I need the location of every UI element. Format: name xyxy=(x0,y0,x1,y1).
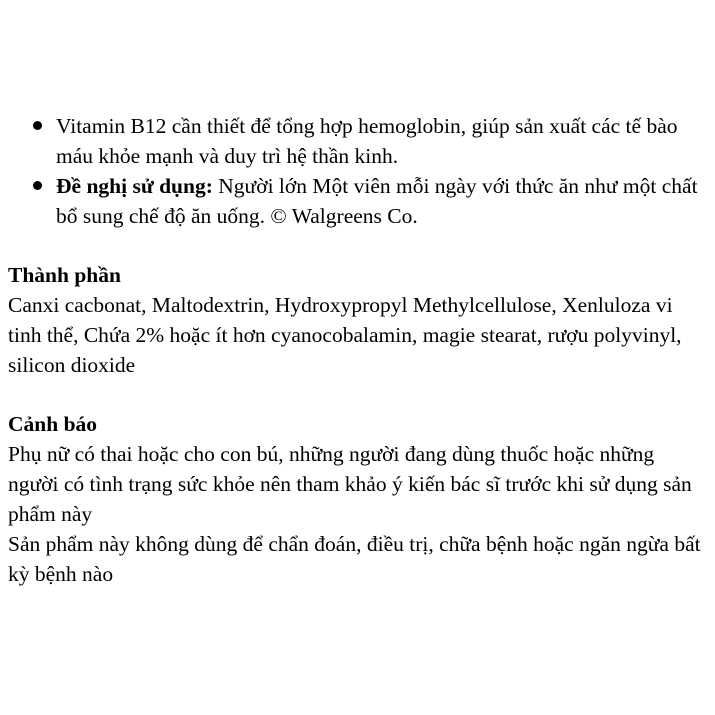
bullet-text: Vitamin B12 cần thiết để tổng hợp hemoglobin, giúp sản xuất các tế bào máu khỏe mạnh và duy trì hệ thần kinh. xyxy=(56,114,678,168)
ingredients-text: Canxi cacbonat, Maltodextrin, Hydroxypropyl Methylcellulose, Xenluloza vi tinh thể, Chứa 2% hoặc ít hơn cyanocobalamin, magie stearat, rượu polyvinyl, silicon dioxide xyxy=(8,293,682,377)
bullet-icon xyxy=(33,181,42,190)
warnings-paragraph-1: Phụ nữ có thai hoặc cho con bú, những người đang dùng thuốc hoặc những người có tình trạng sức khỏe nên tham khảo ý kiến bác sĩ trước khi sử dụng sản phẩm này xyxy=(8,442,692,526)
benefits-list xyxy=(0,111,715,231)
usage-text: Người lớn Một viên mỗi ngày với thức ăn như một chất bổ sung chế độ ăn uống. © Walgreens Co. xyxy=(56,174,698,228)
warnings-heading: Cảnh báo xyxy=(8,412,98,436)
bullet-icon xyxy=(33,121,42,130)
warnings-paragraph-2: Sản phẩm này không dùng để chẩn đoán, điều trị, chữa bệnh hoặc ngăn ngừa bất kỳ bệnh nào xyxy=(8,532,701,586)
ingredients-heading: Thành phần xyxy=(8,263,121,287)
usage-label: Đề nghị sử dụng: xyxy=(56,174,213,198)
warnings-section xyxy=(8,409,708,589)
list-item xyxy=(0,171,715,231)
list-item xyxy=(0,111,715,171)
ingredients-section xyxy=(8,260,708,380)
